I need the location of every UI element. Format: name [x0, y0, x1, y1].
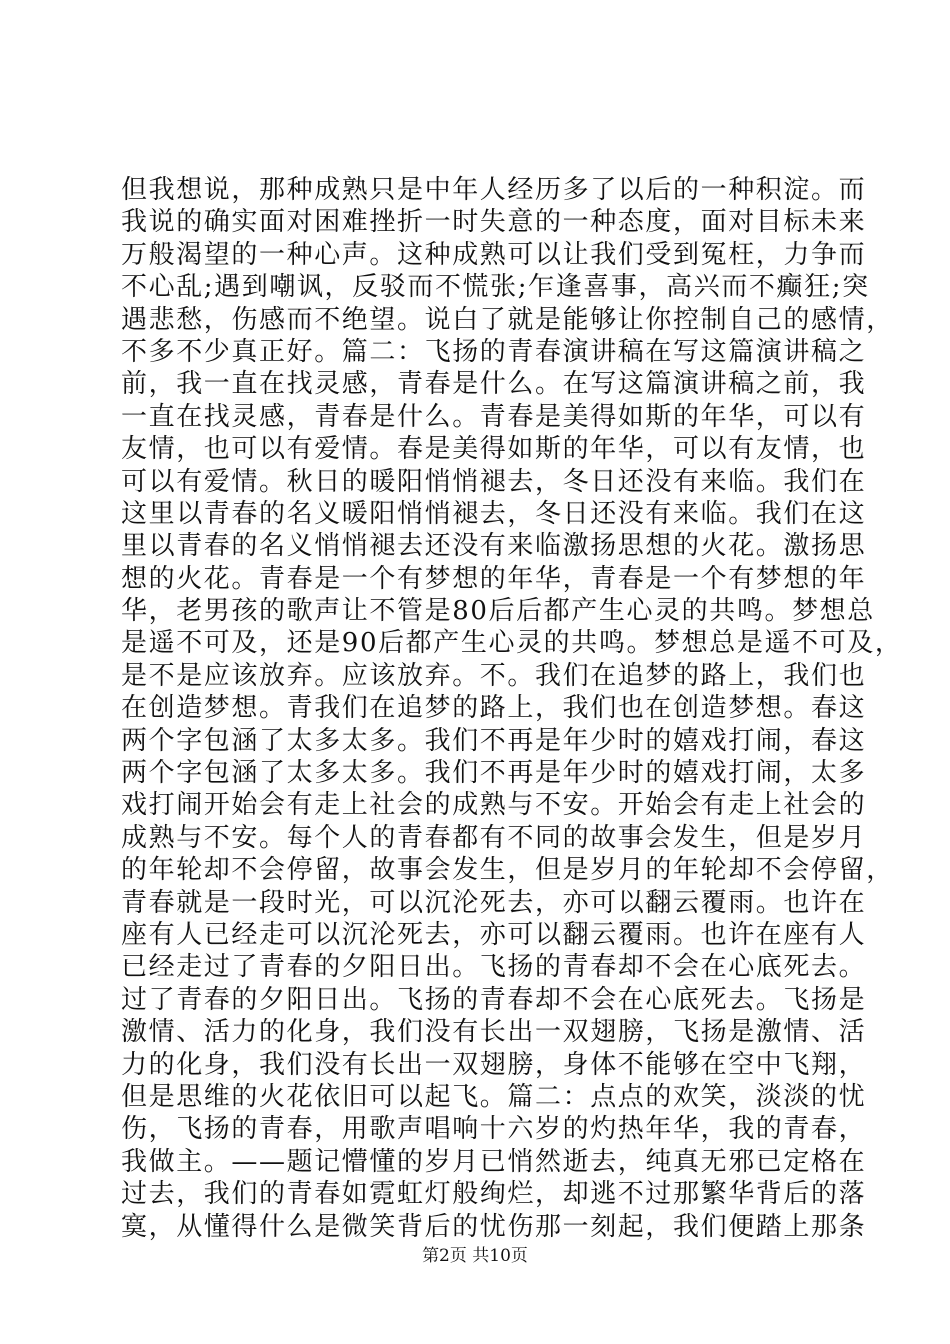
- text-line: 但我想说，那种成熟只是中年人经历多了以后的一种积淀。而: [121, 175, 867, 205]
- text-line: 不多不少真正好。篇二：飞扬的青春演讲稿在写这篇演讲稿之: [121, 336, 867, 367]
- body-text: [121, 174, 903, 1243]
- text-line: 遇悲愁，伤感而不绝望。说白了就是能够让你控制自己的感情，: [121, 304, 894, 335]
- text-line: 寞，从懂得什么是微笑背后的忧伤那一刻起，我们便踏上那条: [121, 1211, 867, 1242]
- text-line: 华，老男孩的歌声让不管是80后后都产生心灵的共鸣。梦想总: [121, 596, 875, 627]
- text-line: 青春就是一段时光，可以沉沦死去，亦可以翻云覆雨。也许在: [121, 887, 867, 918]
- text-line: 我做主。——题记懵懂的岁月已悄然逝去，纯真无邪已定格在: [121, 1146, 867, 1177]
- text-line: 成熟与不安。每个人的青春都有不同的故事会发生，但是岁月: [121, 822, 867, 853]
- text-line: 伤，飞扬的青春，用歌声唱响十六岁的灼热年华，我的青春，: [121, 1114, 867, 1145]
- text-line: 里以青春的名义悄悄褪去还没有来临激扬思想的火花。激扬思: [121, 531, 867, 562]
- text-line: 前，我一直在找灵感，青春是什么。在写这篇演讲稿之前，我: [121, 369, 867, 400]
- text-line: 是不是应该放弃。应该放弃。不。我们在追梦的路上，我们也: [121, 660, 867, 691]
- text-line: 在创造梦想。青我们在追梦的路上，我们也在创造梦想。春这: [121, 693, 867, 724]
- text-line: 戏打闹开始会有走上社会的成熟与不安。开始会有走上社会的: [121, 790, 867, 821]
- text-line: 不心乱;遇到嘲讽，反驳而不慌张;乍逢喜事，高兴而不癫狂;突: [121, 272, 870, 303]
- text-line: 万般渴望的一种心声。这种成熟可以让我们受到冤枉，力争而: [121, 239, 867, 270]
- text-line: 激情、活力的化身，我们没有长出一双翅膀，飞扬是激情、活: [121, 1017, 867, 1048]
- text-line: 我说的确实面对困难挫折一时失意的一种态度，面对目标未来: [121, 207, 867, 238]
- text-line: 是遥不可及，还是90后都产生心灵的共鸣。梦想总是遥不可及，: [121, 628, 903, 659]
- text-line: 想的火花。青春是一个有梦想的年华，青春是一个有梦想的年: [121, 563, 867, 594]
- text-line: 可以有爱情。秋日的暖阳悄悄褪去，冬日还没有来临。我们在: [121, 466, 867, 497]
- text-line: 一直在找灵感，青春是什么。青春是美得如斯的年华，可以有: [121, 401, 867, 432]
- text-line: 这里以青春的名义暖阳悄悄褪去，冬日还没有来临。我们在这: [121, 498, 867, 529]
- text-line: 已经走过了青春的夕阳日出。飞扬的青春却不会在心底死去。: [121, 952, 867, 983]
- text-line: 的年轮却不会停留，故事会发生，但是岁月的年轮却不会停留，: [121, 855, 894, 886]
- text-line: 座有人已经走可以沉沦死去，亦可以翻云覆雨。也许在座有人: [121, 919, 867, 950]
- text-line: 两个字包涵了太多太多。我们不再是年少时的嬉戏打闹，太多: [121, 758, 867, 789]
- text-line: 但是思维的火花依旧可以起飞。篇二：点点的欢笑，淡淡的忧: [121, 1081, 867, 1112]
- text-line: 过了青春的夕阳日出。飞扬的青春却不会在心底死去。飞扬是: [121, 984, 867, 1015]
- page-number-footer: 第2页 共10页: [422, 1246, 528, 1266]
- text-line: 两个字包涵了太多太多。我们不再是年少时的嬉戏打闹，春这: [121, 725, 867, 756]
- text-line: 过去，我们的青春如霓虹灯般绚烂，却逃不过那繁华背后的落: [121, 1179, 867, 1210]
- text-line: 友情，也可以有爱情。春是美得如斯的年华，可以有友情，也: [121, 434, 867, 465]
- text-line: 力的化身，我们没有长出一双翅膀，身体不能够在空中飞翔，: [121, 1049, 867, 1080]
